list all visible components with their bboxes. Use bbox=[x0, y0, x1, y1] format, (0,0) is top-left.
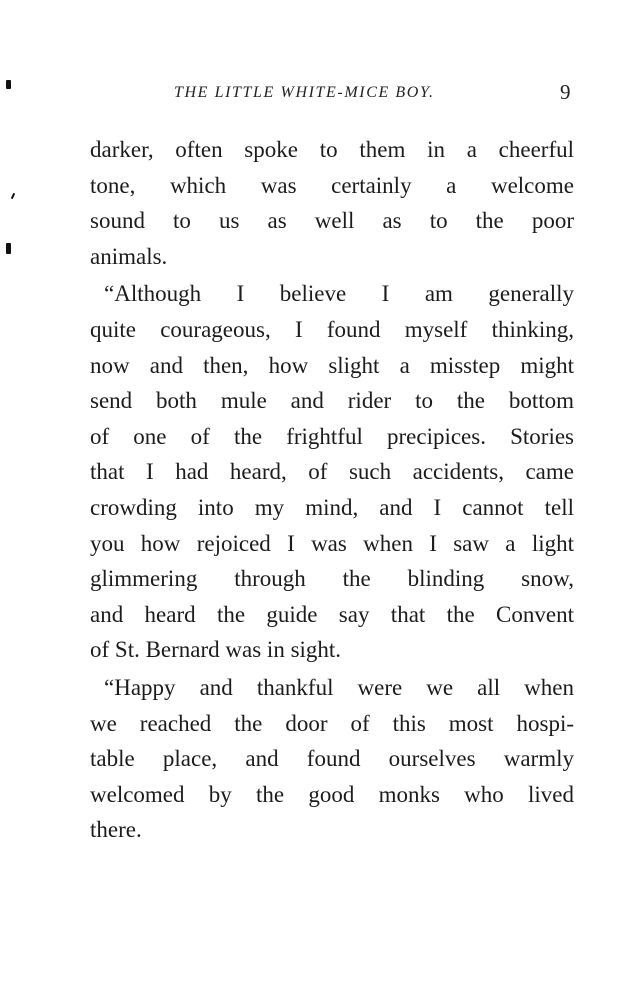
text-line: animals. bbox=[90, 243, 168, 269]
text-line: welcomed by the good monks who lived bbox=[90, 781, 574, 807]
text-line: of St. Bernard was in sight. bbox=[90, 637, 342, 663]
page-number: 9 bbox=[560, 80, 571, 104]
text-line: “Although I believe I am generally bbox=[104, 281, 574, 307]
text-line: crowding into my mind, and I cannot tell bbox=[90, 494, 574, 520]
running-title: THE LITTLE WHITE-MICE BOY. bbox=[174, 84, 435, 101]
text-line: “Happy and thankful were we all when bbox=[104, 674, 574, 700]
running-head bbox=[0, 80, 635, 108]
text-line: send both mule and rider to the bottom bbox=[90, 388, 574, 414]
text-line: tone, which was certainly a welcome bbox=[90, 172, 574, 198]
text-line: sound to us as well as to the poor bbox=[90, 208, 574, 234]
margin-ink-mark bbox=[6, 243, 11, 254]
text-line: darker, often spoke to them in a cheerful bbox=[90, 137, 574, 162]
text-line: there. bbox=[90, 817, 142, 843]
text-line: you how rejoiced I was when I saw a light bbox=[90, 530, 574, 556]
text-line: of one of the frightful precipices. Stories bbox=[90, 423, 574, 449]
text-line: quite courageous, I found myself thinking, bbox=[90, 316, 574, 342]
text-line: and heard the guide say that the Convent bbox=[90, 601, 574, 627]
text-line: table place, and found ourselves warmly bbox=[90, 746, 574, 772]
text-line: we reached the door of this most hospi- bbox=[90, 710, 574, 736]
text-line: that I had heard, of such accidents, came bbox=[90, 459, 574, 485]
margin-ink-mark bbox=[11, 193, 15, 199]
text-line: now and then, how slight a misstep might bbox=[90, 352, 574, 378]
body-text bbox=[90, 132, 574, 848]
text-line: glimmering through the blinding snow, bbox=[90, 566, 574, 592]
